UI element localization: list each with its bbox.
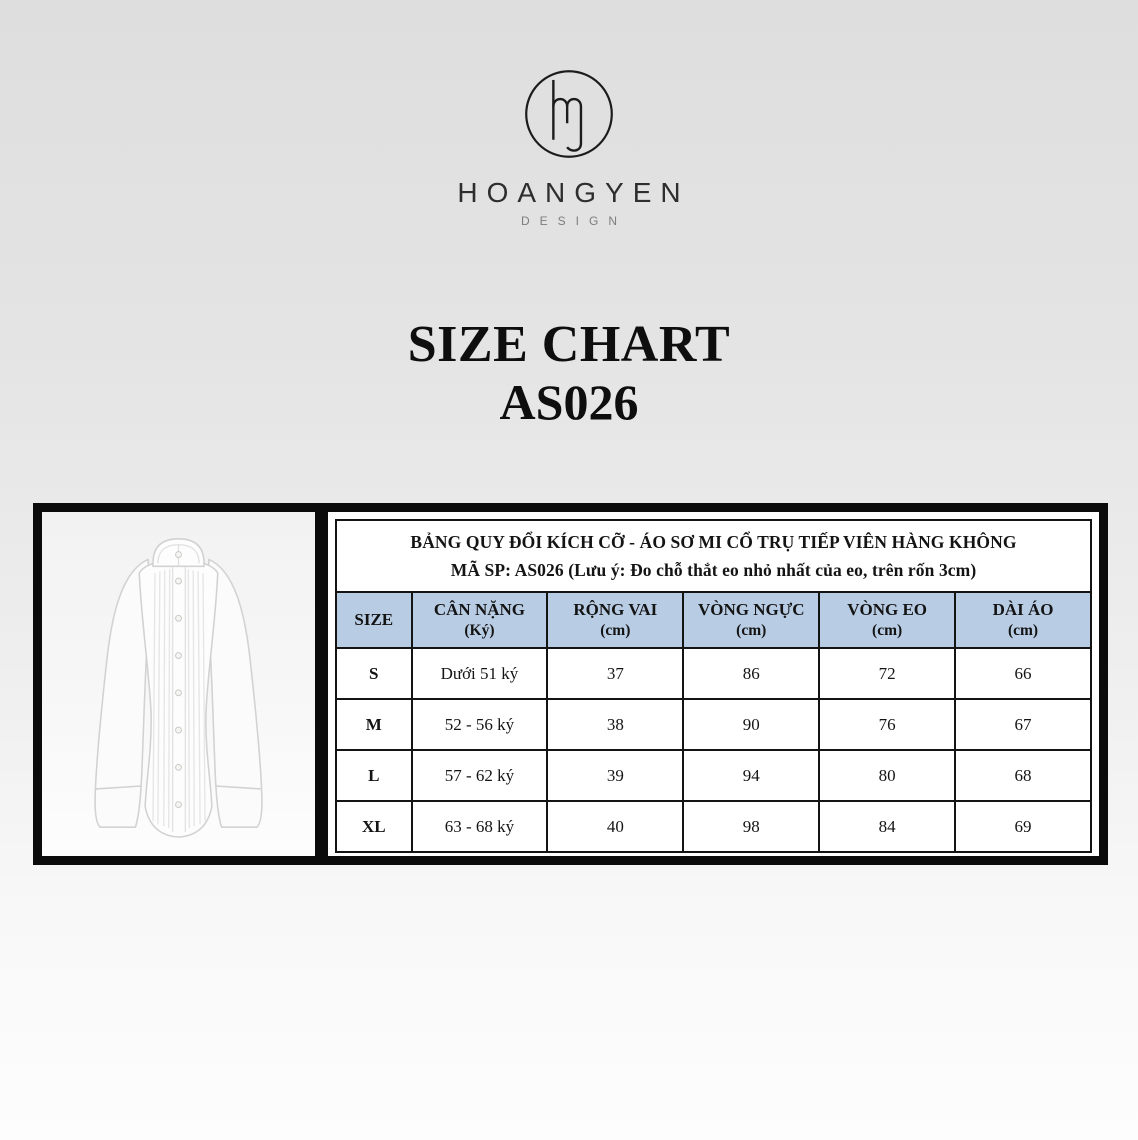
cell-weight: Dưới 51 ký: [412, 648, 548, 699]
table-header-row: [336, 592, 1091, 648]
shirt-body: [139, 563, 217, 837]
col-header-weight: CÂN NẶNG (Ký): [412, 592, 548, 648]
cell-size: XL: [336, 801, 412, 852]
cell-bust: 94: [683, 750, 819, 801]
title-block: [0, 316, 1138, 430]
brand-name: HOANGYEN: [457, 177, 690, 208]
cell-size: M: [336, 699, 412, 750]
cell-bust: 86: [683, 648, 819, 699]
monogram-y-curve: [567, 99, 581, 151]
table-row-l: [336, 750, 1091, 801]
cell-waist: 84: [819, 801, 955, 852]
size-chart-table: [335, 519, 1092, 853]
col-header-size: SIZE: [336, 592, 412, 648]
cell-bust: 90: [683, 699, 819, 750]
cell-weight: 63 - 68 ký: [412, 801, 548, 852]
cell-weight: 57 - 62 ký: [412, 750, 548, 801]
table-title-line1: BẢNG QUY ĐỔI KÍCH CỠ - ÁO SƠ MI CỔ TRỤ TIẾP VIÊN HÀNG KHÔNG: [410, 532, 1017, 552]
cell-length: 66: [955, 648, 1091, 699]
col-header-shoulder: RỘNG VAI (cm): [547, 592, 683, 648]
cell-length: 69: [955, 801, 1091, 852]
cell-shoulder: 40: [547, 801, 683, 852]
brand-header: [0, 0, 1138, 228]
cell-waist: 76: [819, 699, 955, 750]
cell-length: 67: [955, 699, 1091, 750]
cell-bust: 98: [683, 801, 819, 852]
col-header-length: DÀI ÁO (cm): [955, 592, 1091, 648]
content-row: [33, 503, 1108, 865]
col-header-waist: VÒNG EO (cm): [819, 592, 955, 648]
table-title-line2: MÃ SP: AS026 (Lưu ý: Đo chỗ thắt eo nhỏ nhất của eo, trên rốn 3cm): [450, 560, 977, 580]
size-table-frame: [319, 503, 1108, 865]
cell-length: 68: [955, 750, 1091, 801]
cell-size: L: [336, 750, 412, 801]
col-header-bust: VÒNG NGỰC (cm): [683, 592, 819, 648]
table-title: [336, 520, 1091, 592]
hy-monogram-icon: [523, 68, 615, 160]
brand-tagline: DESIGN: [520, 214, 627, 228]
cell-size: S: [336, 648, 412, 699]
monogram-h-shoulder: [553, 99, 567, 123]
table-row-m: [336, 699, 1091, 750]
cell-shoulder: 37: [547, 648, 683, 699]
brand-logo-icon: [523, 68, 615, 160]
cell-weight: 52 - 56 ký: [412, 699, 548, 750]
shirt-illustration: [51, 518, 306, 850]
table-row-xl: [336, 801, 1091, 852]
product-code: AS026: [499, 374, 639, 431]
cell-waist: 72: [819, 648, 955, 699]
page-title: SIZE CHART: [407, 316, 731, 373]
product-image-frame: [33, 503, 324, 865]
cell-shoulder: 39: [547, 750, 683, 801]
cell-waist: 80: [819, 750, 955, 801]
cell-shoulder: 38: [547, 699, 683, 750]
table-row-s: [336, 648, 1091, 699]
